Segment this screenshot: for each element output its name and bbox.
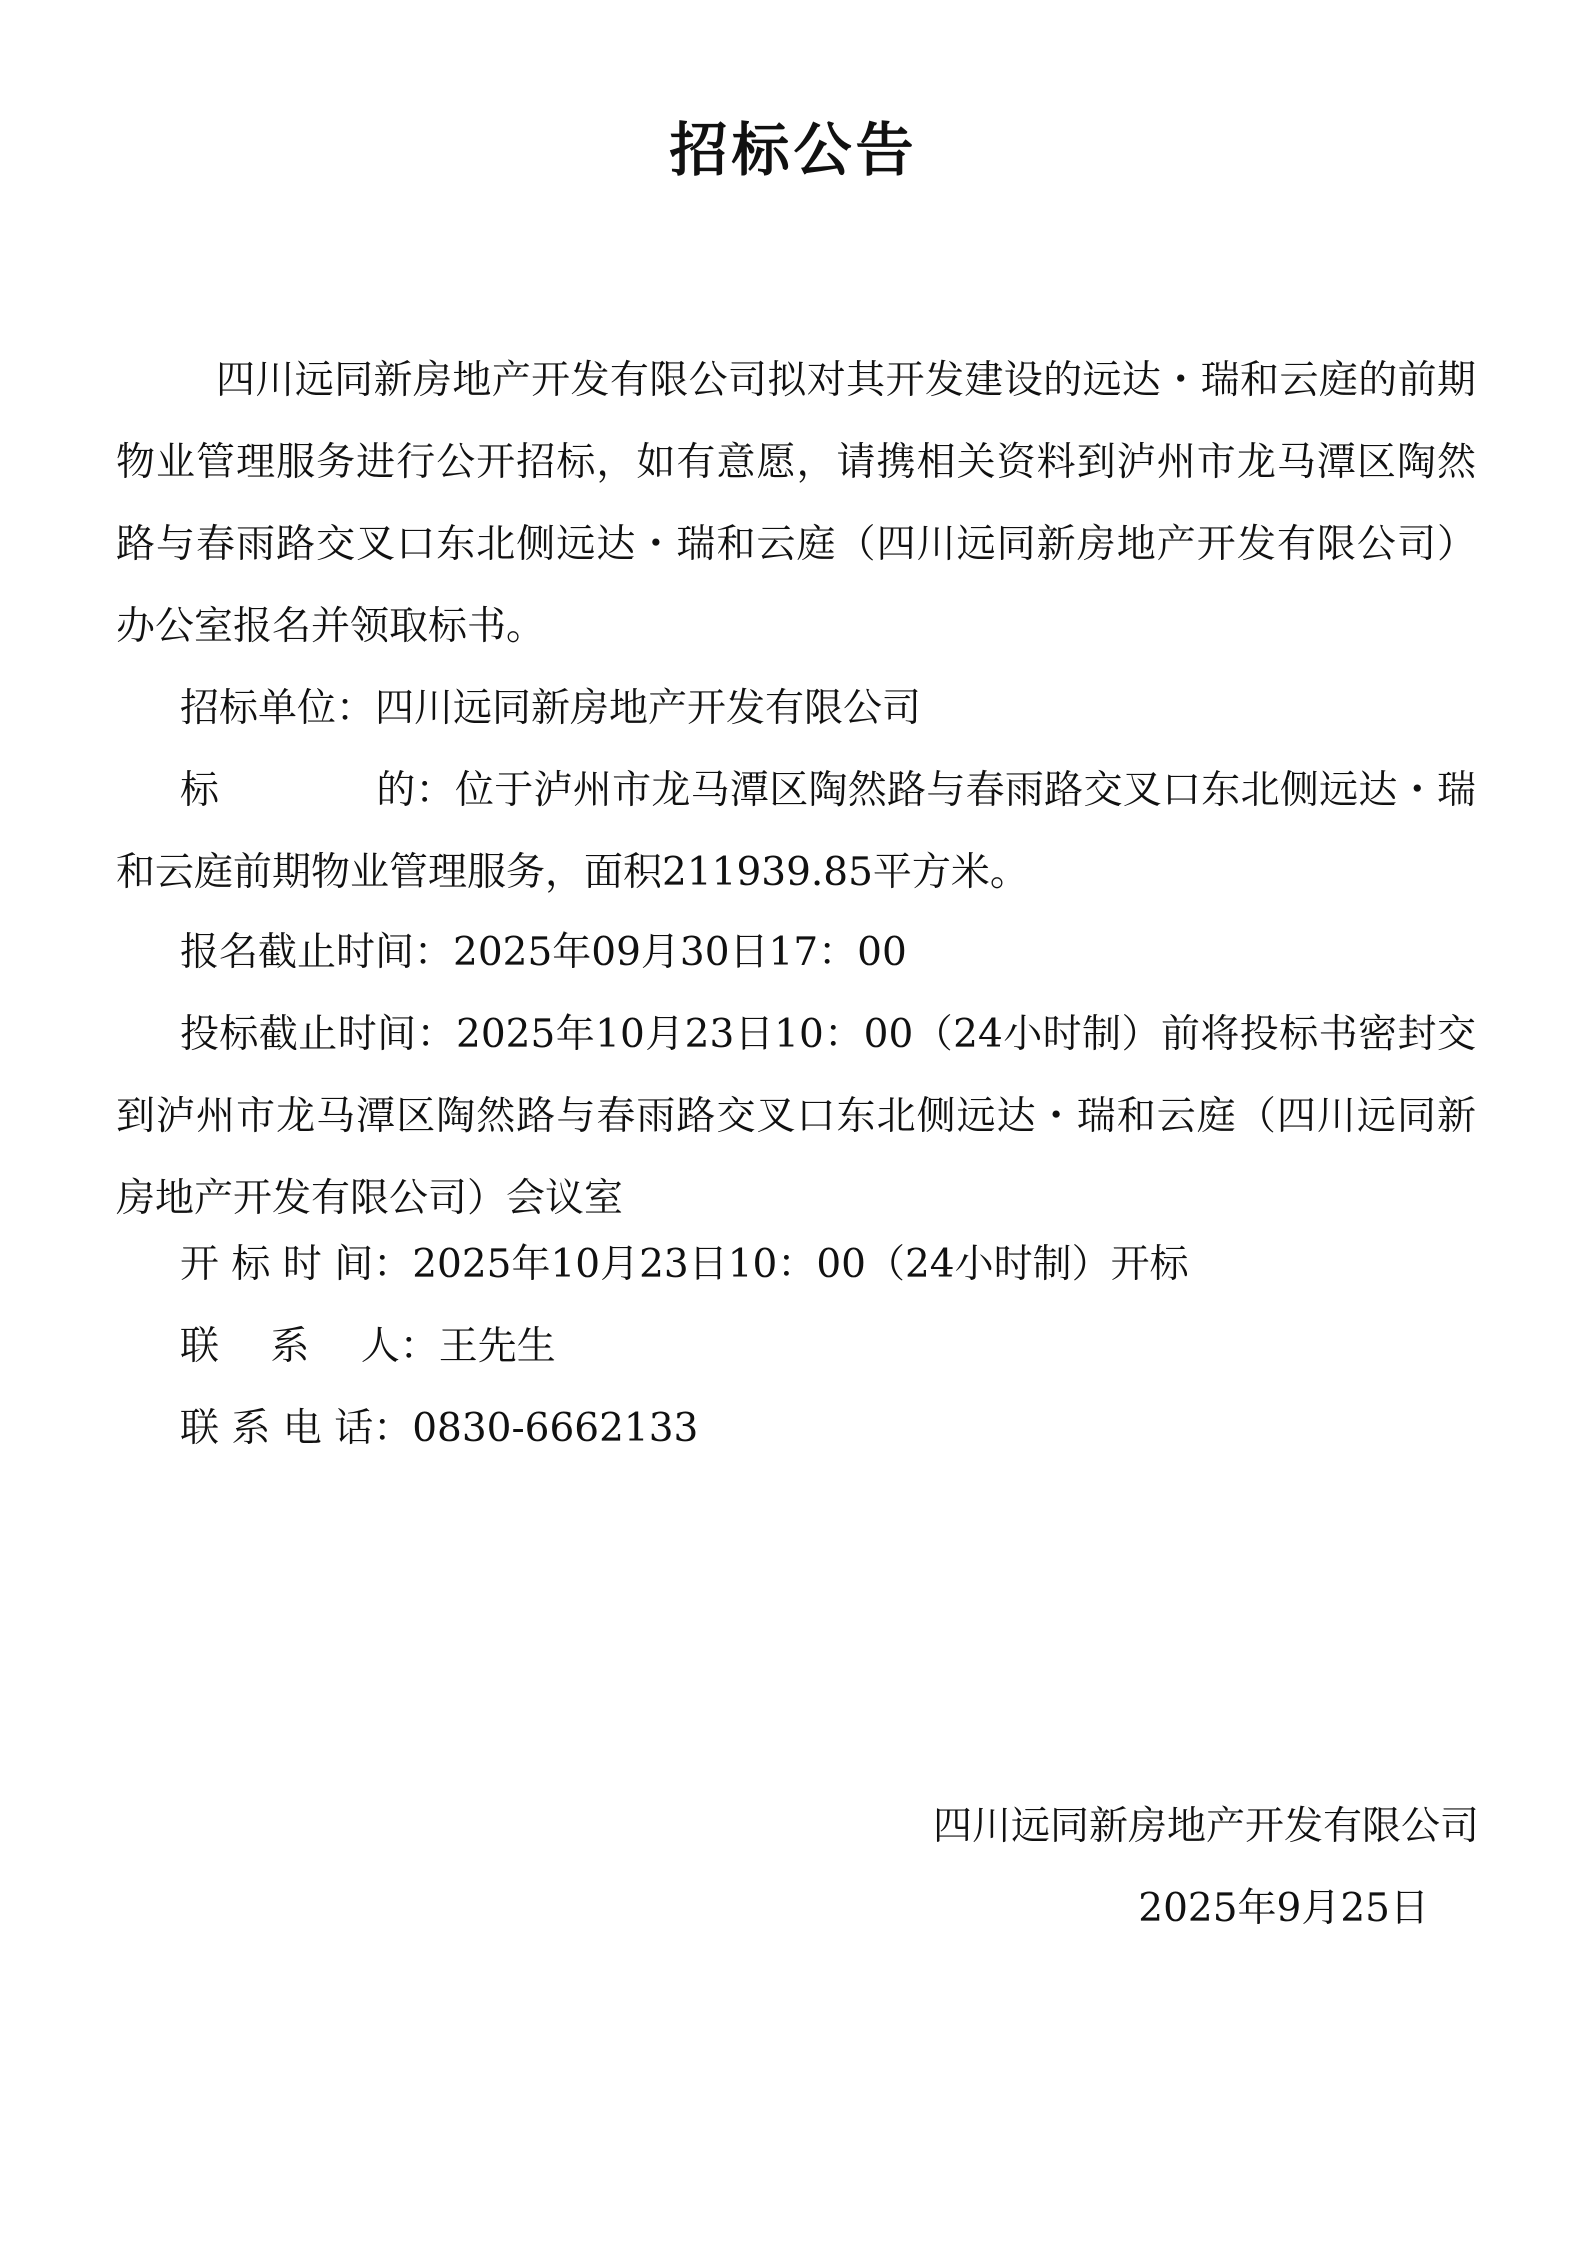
contact-phone-label: 联 系 电 话： bbox=[180, 1406, 413, 1451]
bid-deadline-row bbox=[116, 994, 1476, 1240]
tender-unit-row bbox=[116, 668, 1540, 750]
opening-time-row bbox=[116, 1224, 1540, 1306]
tender-unit-value: 四川远同新房地产开发有限公司 bbox=[375, 686, 922, 731]
signature-company: 四川远同新房地产开发有限公司 bbox=[932, 1804, 1479, 1849]
subject-row bbox=[116, 750, 1476, 914]
registration-deadline-row bbox=[116, 912, 1540, 994]
opening-time-label: 开 标 时 间： bbox=[180, 1242, 413, 1287]
tender-unit-label: 招标单位： bbox=[180, 686, 376, 731]
bid-deadline-label: 投标截止时间： bbox=[180, 1012, 457, 1057]
signature-date: 2025年9月25日 bbox=[1138, 1886, 1429, 1931]
contact-person-value: 王先生 bbox=[438, 1324, 556, 1369]
registration-deadline-label: 报名截止时间： bbox=[180, 930, 454, 975]
contact-person-row bbox=[116, 1306, 1540, 1388]
contact-person-label: 联 系 人： bbox=[180, 1324, 439, 1369]
intro-paragraph: 四川远同新房地产开发有限公司拟对其开发建设的远达・瑞和云庭的前期物业管理服务进行公开招标，如有意愿，请携相关资料到泸州市龙马潭区陶然路与春雨路交叉口东北侧远达・瑞和云庭（四川远同新房地产开发有限公司）办公室报名并领取标书。 bbox=[116, 358, 1476, 649]
bid-deadline-value: 2025年10月23日10：00（24小时制）前将投标书密封交到泸州市龙马潭区陶然路与春雨路交叉口东北侧远达・瑞和云庭（四川远同新房地产开发有限公司）会议室 bbox=[116, 1012, 1476, 1221]
subject-value: 位于泸州市龙马潭区陶然路与春雨路交叉口东北侧远达・瑞和云庭前期物业管理服务，面积211939.85平方米。 bbox=[116, 768, 1476, 895]
subject-label: 标 的： bbox=[180, 768, 455, 813]
opening-time-value: 2025年10月23日10：00（24小时制）开标 bbox=[412, 1242, 1189, 1287]
contact-phone-row bbox=[116, 1388, 1540, 1470]
registration-deadline-value: 2025年09月30日17：00 bbox=[453, 930, 907, 975]
contact-phone-value: 0830-6662133 bbox=[412, 1406, 699, 1451]
page-title: 招标公告 bbox=[669, 116, 918, 184]
